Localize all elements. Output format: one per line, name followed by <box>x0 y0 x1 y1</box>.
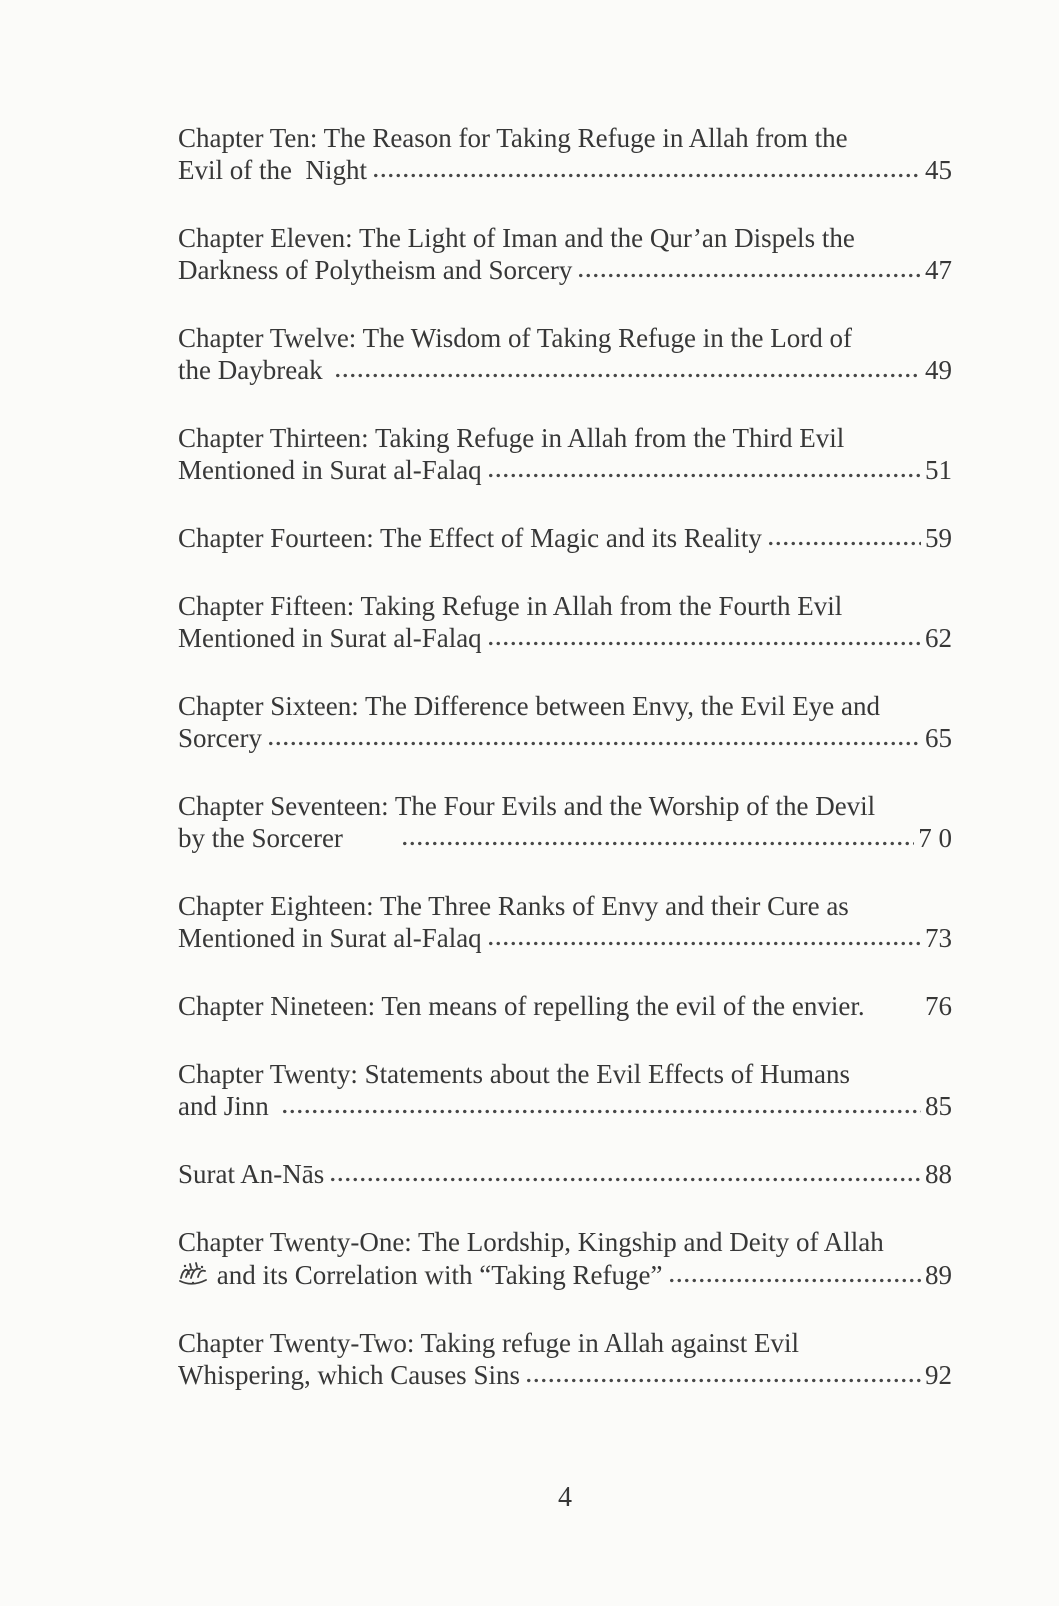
dot-leader <box>668 1277 922 1284</box>
toc-entry-text: and its Correlation with “Taking Refuge” <box>178 1258 663 1291</box>
toc-entry-line: Chapter Seventeen: The Four Evils and the Worship of the Devil <box>178 791 876 821</box>
entry-lines <box>178 1327 952 1359</box>
toc-entry-last-line <box>178 1158 952 1190</box>
toc-entry <box>178 422 952 486</box>
dot-leader <box>525 1377 921 1384</box>
toc-entry-last-line <box>178 1359 952 1391</box>
toc-entry-line: Chapter Fifteen: Taking Refuge in Allah from the Fourth Evil <box>178 591 843 621</box>
entry-lines <box>178 890 952 922</box>
toc-entry-text: Sorcery <box>178 723 262 753</box>
toc-entry <box>178 222 952 286</box>
entry-lines <box>178 422 952 454</box>
toc-entry-text: Mentioned in Surat al-Falaq <box>178 623 482 653</box>
dot-leader <box>329 1176 921 1183</box>
toc-entry-last-line <box>178 1258 952 1291</box>
toc-entry-text: the Daybreak <box>178 355 330 385</box>
page-number: 76 <box>925 991 952 1021</box>
dot-leader <box>487 472 921 479</box>
toc-entry-text: Evil of the Night <box>178 155 367 185</box>
page-number: 49 <box>925 355 952 385</box>
dot-leader <box>401 840 914 847</box>
page-number: 65 <box>925 723 952 753</box>
entry-lines <box>178 322 952 354</box>
entry-lines <box>178 122 952 154</box>
toc-entry <box>178 790 952 854</box>
dot-leader <box>870 1008 921 1015</box>
page-number: 7 0 <box>918 823 952 853</box>
toc-entry-text: Darkness of Polytheism and Sorcery <box>178 255 573 285</box>
toc-entry-last-line <box>178 822 952 854</box>
page-number: 47 <box>925 255 952 285</box>
entry-lines <box>178 222 952 254</box>
dot-leader <box>281 1108 922 1115</box>
toc-entry-line: Chapter Eleven: The Light of Iman and the Qur’an Dispels the <box>178 223 855 253</box>
toc-list <box>178 122 952 1391</box>
toc-entry <box>178 590 952 654</box>
page-number: 51 <box>925 455 952 485</box>
toc-entry-line: Chapter Thirteen: Taking Refuge in Allah from the Third Evil <box>178 423 845 453</box>
toc-entry-last-line <box>178 990 952 1022</box>
dot-leader <box>267 740 921 747</box>
toc-entry <box>178 1158 952 1190</box>
dot-leader <box>487 940 921 947</box>
toc-entry <box>178 990 952 1022</box>
toc-entry-last-line <box>178 622 952 654</box>
toc-entry-text: and Jinn <box>178 1091 276 1121</box>
allah-honorific-icon <box>178 1261 208 1287</box>
toc-entry-line: Chapter Eighteen: The Three Ranks of Envy and their Cure as <box>178 891 849 921</box>
toc-entry-line: Chapter Twenty: Statements about the Evil Effects of Humans <box>178 1059 850 1089</box>
toc-entry <box>178 890 952 954</box>
toc-entry-text: Chapter Nineteen: Ten means of repelling the evil of the envier. <box>178 991 865 1021</box>
toc-entry-last-line <box>178 354 952 386</box>
page-number: 73 <box>925 923 952 953</box>
page-number: 92 <box>925 1360 952 1390</box>
toc-entry-text: Mentioned in Surat al-Falaq <box>178 455 482 485</box>
toc-entry <box>178 1058 952 1122</box>
toc-entry-text: by the Sorcerer <box>178 823 343 853</box>
toc-entry-last-line <box>178 922 952 954</box>
toc-entry-last-line <box>178 254 952 286</box>
page-number: 62 <box>925 623 952 653</box>
footer-page-number: 4 <box>558 1482 572 1513</box>
toc-entry-line: Chapter Twenty-Two: Taking refuge in Allah against Evil <box>178 1328 799 1358</box>
toc-entry-last-line <box>178 454 952 486</box>
page-number: 59 <box>925 523 952 553</box>
entry-lines <box>178 1058 952 1090</box>
toc-entry <box>178 690 952 754</box>
toc-entry <box>178 1327 952 1391</box>
toc-entry-last-line <box>178 1090 952 1122</box>
dot-leader <box>767 540 921 547</box>
entry-lines <box>178 590 952 622</box>
page-number: 45 <box>925 155 952 185</box>
toc-entry-line: Chapter Sixteen: The Difference between Envy, the Evil Eye and <box>178 691 880 721</box>
toc-entry-text: Whispering, which Causes Sins <box>178 1360 520 1390</box>
toc-entry-last-line <box>178 522 952 554</box>
page-number: 88 <box>925 1159 952 1189</box>
entry-lines <box>178 790 952 822</box>
dot-leader <box>577 272 921 279</box>
page-number: 85 <box>925 1091 952 1121</box>
toc-entry-line: Chapter Twelve: The Wisdom of Taking Refuge in the Lord of <box>178 323 852 353</box>
entry-lines <box>178 690 952 722</box>
page-number: 89 <box>925 1260 952 1290</box>
toc-entry-last-line <box>178 722 952 754</box>
toc-entry-line: Chapter Twenty-One: The Lordship, Kingship and Deity of Allah <box>178 1227 884 1257</box>
dot-leader <box>487 640 921 647</box>
entry-lines <box>178 1226 952 1258</box>
toc-entry-text: Mentioned in Surat al-Falaq <box>178 923 482 953</box>
toc-entry <box>178 1226 952 1291</box>
dot-leader <box>372 172 921 179</box>
toc-entry <box>178 122 952 186</box>
toc-entry-text: Chapter Fourteen: The Effect of Magic and its Reality <box>178 523 762 553</box>
toc-entry <box>178 322 952 386</box>
toc-entry-last-line <box>178 154 952 186</box>
toc-entry-text: Surat An-Nās <box>178 1159 325 1189</box>
toc-entry <box>178 522 952 554</box>
toc-entry-line: Chapter Ten: The Reason for Taking Refuge in Allah from the <box>178 123 848 153</box>
dot-leader <box>334 372 921 379</box>
